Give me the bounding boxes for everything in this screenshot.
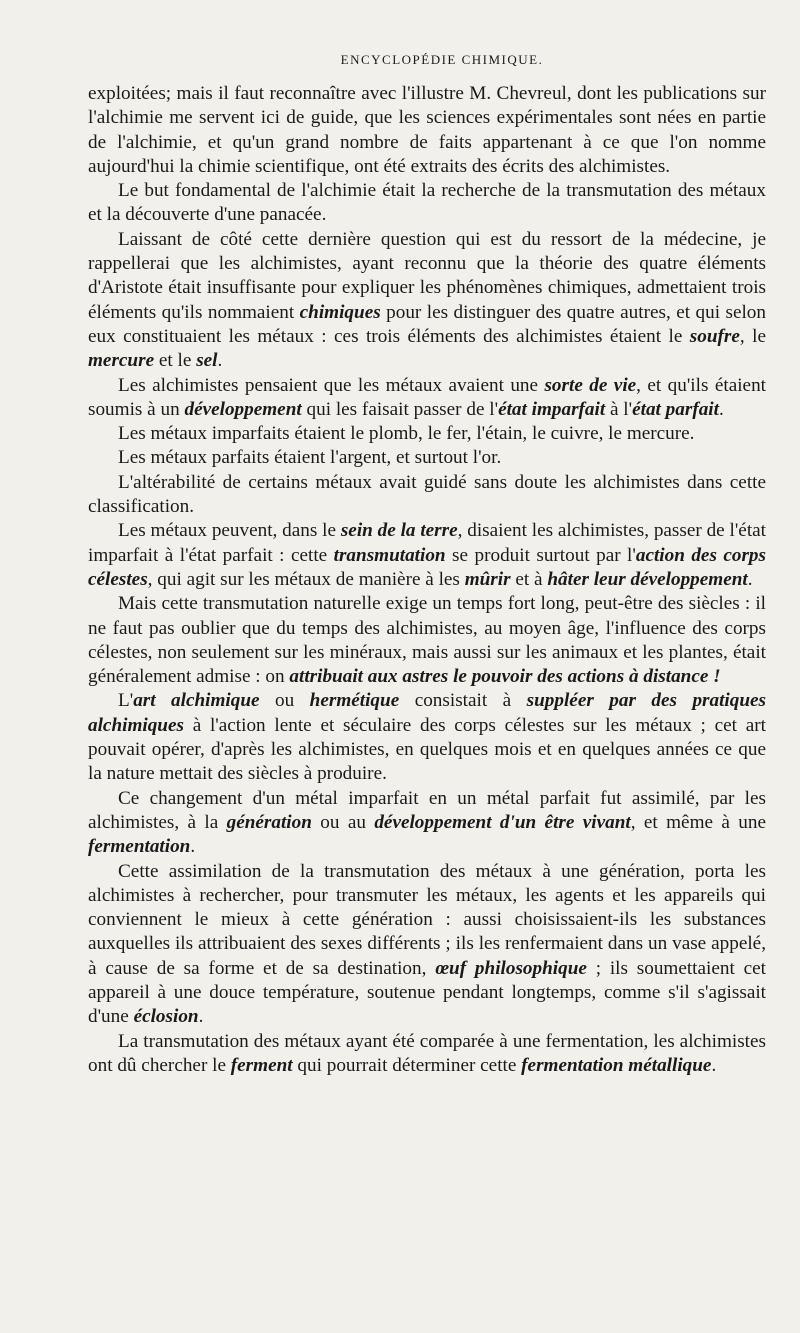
paragraph xyxy=(88,689,766,786)
paragraph xyxy=(88,422,766,446)
italic-text: chimiques xyxy=(299,301,381,323)
paragraph xyxy=(88,446,766,470)
italic-text: soufre xyxy=(689,325,740,347)
text-run: , disaient les alchimistes, passer de l'état imparfait à l'état parfait : cette xyxy=(88,520,766,566)
text-run: , et qu'ils étaient soumis à un xyxy=(88,374,766,420)
paragraph xyxy=(88,228,766,374)
italic-text: fermentation xyxy=(88,836,191,858)
paragraph xyxy=(88,374,766,423)
text-run: . xyxy=(718,398,724,420)
text-run: Les métaux imparfaits étaient le plomb, le fer, l'étain, le cuivre, le mercure. xyxy=(118,423,695,445)
paragraph xyxy=(88,860,766,1030)
text-run: . xyxy=(190,836,196,858)
text-run: . xyxy=(711,1054,717,1076)
italic-text: œuf philosophique xyxy=(435,957,587,979)
text-run: ; ils soumettaient cet appareil à une douce température, soutenue pendant longtemps, comme s'il s'agissait d'une xyxy=(88,957,766,1028)
italic-text: développement xyxy=(184,398,302,420)
text-run: L' xyxy=(118,690,134,712)
text-run: Les métaux peuvent, dans le xyxy=(118,520,341,542)
paragraph xyxy=(88,1030,766,1079)
text-run: . xyxy=(198,1006,204,1028)
italic-text: sorte de vie xyxy=(544,374,637,396)
italic-text: action des corps célestes xyxy=(88,544,766,590)
text-run: , et même à une xyxy=(630,811,766,833)
text-run: exploitées; mais il faut reconnaître avec l'illustre M. Chevreul, dont les publications sur l'alchimie me servent ici de guide, que les sciences expérimentales sont nées en partie de l'alchimie, et qu'un grand nombre de faits appartenant à ce que l'on nomme aujourd'hui la chimie scientifique, ont été extraits des écrits des alchimistes. xyxy=(88,83,766,177)
text-run: se produit surtout par l' xyxy=(445,544,636,566)
text-run: La transmutation des métaux ayant été comparée à une fermentation, les alchimistes ont dû chercher le xyxy=(88,1030,766,1076)
italic-text: hâter leur développement xyxy=(547,568,748,590)
text-run: . xyxy=(747,568,753,590)
italic-text: mûrir xyxy=(464,568,511,590)
text-run: , qui agit sur les métaux de manière à les xyxy=(147,568,465,590)
italic-text: hermétique xyxy=(309,690,400,712)
paragraph xyxy=(88,82,766,179)
text-run: , le xyxy=(739,325,766,347)
text-run: Les métaux parfaits étaient l'argent, et surtout l'or. xyxy=(118,447,502,469)
paragraph xyxy=(88,787,766,860)
paragraph xyxy=(88,592,766,689)
italic-text: éclosion xyxy=(133,1006,199,1028)
text-run: qui pourrait déterminer cette xyxy=(292,1054,522,1076)
italic-text: suppléer par des pratiques alchimiques xyxy=(88,690,767,736)
text-run: Ce changement d'un métal imparfait en un métal parfait fut assimilé, par les alchimistes, à la xyxy=(88,787,766,833)
italic-text: ferment xyxy=(230,1054,293,1076)
text-run: qui les faisait passer de l' xyxy=(301,398,499,420)
italic-text: mercure xyxy=(88,350,155,372)
paragraph xyxy=(88,471,766,520)
italic-text: fermentation métallique xyxy=(521,1054,712,1076)
italic-text: transmutation xyxy=(333,544,446,566)
italic-text: état parfait xyxy=(632,398,719,420)
italic-text: sein de la terre xyxy=(340,520,458,542)
running-head: ENCYCLOPÉDIE CHIMIQUE. xyxy=(340,52,544,67)
italic-text: génération xyxy=(226,811,312,833)
text-run: à l' xyxy=(605,398,633,420)
paragraph xyxy=(88,519,766,592)
text-run: et le xyxy=(154,350,197,372)
text-run: consistait à xyxy=(399,690,527,712)
text-run: L'altérabilité de certains métaux avait guidé sans doute les alchimistes dans cette classification. xyxy=(88,471,766,518)
text-run: . xyxy=(217,350,223,372)
text-run: Les alchimistes pensaient que les métaux avaient une xyxy=(118,374,545,396)
text-run: à l'action lente et séculaire des corps célestes sur les métaux ; cet art pouvait opérer, d'après les alchimistes, en quelques mois et en quelques années ce que la nature mettait des siècles à produire. xyxy=(88,714,766,785)
italic-text: état imparfait xyxy=(498,398,606,420)
text-run: ou xyxy=(259,690,310,712)
body-text xyxy=(88,82,766,1078)
italic-text: attribuait aux astres le pouvoir des actions à distance ! xyxy=(289,666,721,688)
text-run: Cette assimilation de la transmutation des métaux à une génération, porta les alchimistes à rechercher, pour transmuter les métaux, les agents et les appareils qui conviennent le mieux à cette génération : aussi choisissaient-ils les substances auxquelles ils attribuaient des sexes différents ; ils les renfermaient dans un vase appelé, à cause de sa forme et de sa destination, xyxy=(88,860,766,979)
text-run: Mais cette transmutation naturelle exige un temps fort long, peut-être des siècles : il ne faut pas oublier que du temps des alchimistes, au moyen âge, l'influence des corps célestes, non seulement sur les minéraux, mais aussi sur les animaux et les plantes, était généralement admise : on xyxy=(88,593,766,688)
italic-text: développement d'un être vivant xyxy=(374,811,631,833)
text-run: et à xyxy=(510,568,548,590)
italic-text: sel xyxy=(196,350,218,372)
text-run: Laissant de côté cette dernière question qui est du ressort de la médecine, je rappellerai que les alchimistes, ayant reconnu que la théorie des quatre éléments d'Aristote était insuffisante pour expliquer les phénomènes chimiques, admettaient trois éléments qu'ils nommaient xyxy=(88,228,766,323)
paragraph xyxy=(88,179,766,228)
text-run: ou au xyxy=(311,811,375,833)
italic-text: art alchimique xyxy=(133,690,260,712)
text-run: Le but fondamental de l'alchimie était la recherche de la transmutation des métaux et la découverte d'une panacée. xyxy=(88,180,766,226)
text-run: pour les distinguer des quatre autres, et qui selon eux constituaient les métaux : ces trois éléments des alchimistes étaient le xyxy=(88,301,766,347)
